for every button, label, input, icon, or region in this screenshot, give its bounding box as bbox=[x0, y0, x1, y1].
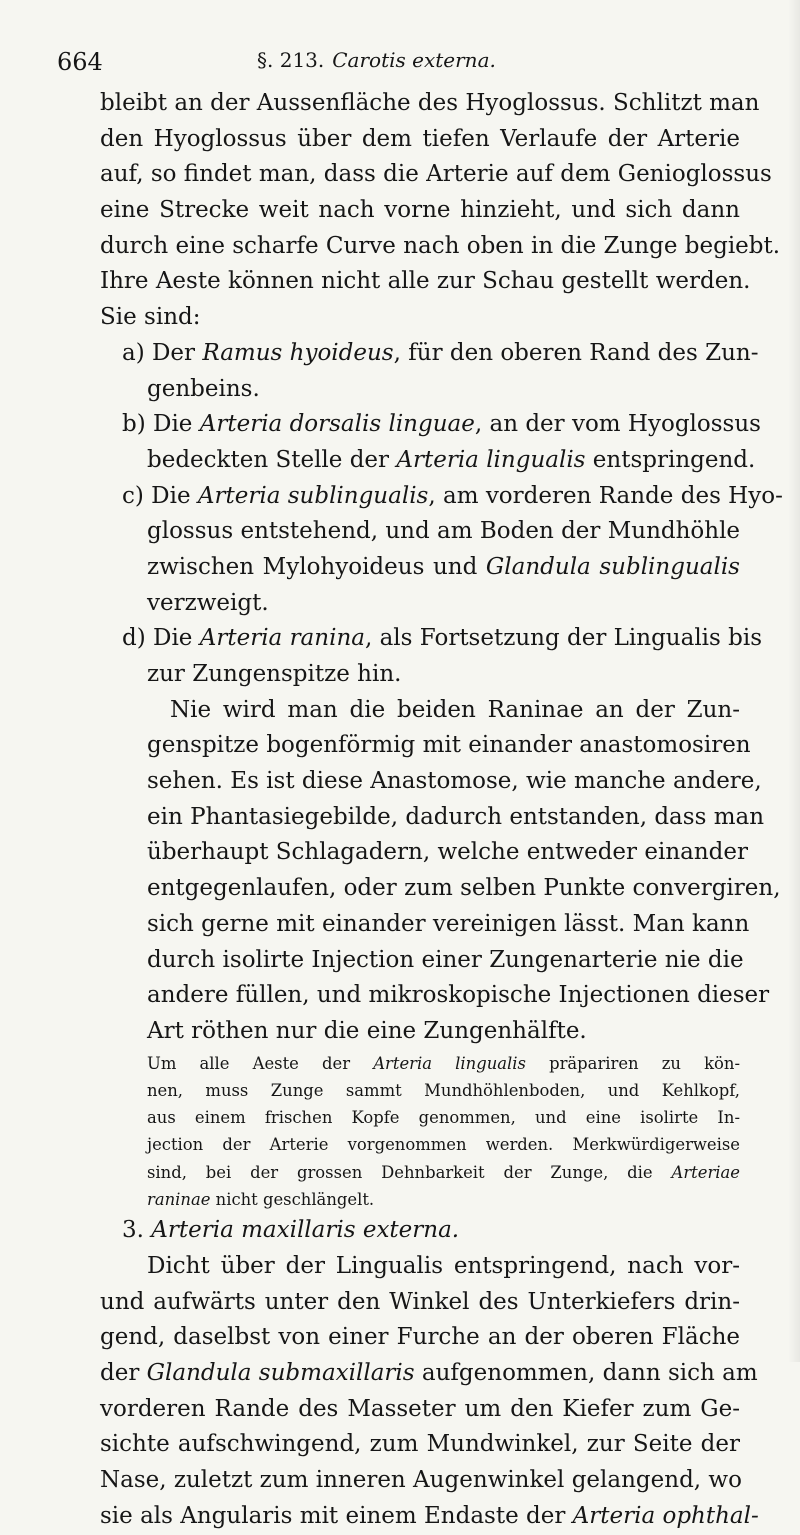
text-line: c) Die Arteria sublingualis, am vorderen Rande des Hyo- bbox=[122, 482, 783, 509]
text-line: durch eine scharfe Curve nach oben in die Zunge begiebt. bbox=[100, 232, 781, 259]
page-edge-shadow bbox=[788, 0, 800, 1362]
text-line: Ihre Aeste können nicht alle zur Schau gestellt werden. bbox=[100, 268, 751, 295]
body-text bbox=[100, 86, 783, 1535]
text-line: und aufwärts unter den Winkel des Unterkiefers drin- bbox=[100, 1288, 740, 1315]
text-line: a) Der Ramus hyoideus, für den oberen Rand des Zun- bbox=[122, 339, 759, 366]
text-line: Sie sind: bbox=[100, 304, 201, 331]
text-line: sichte aufschwingend, zum Mundwinkel, zur Seite der bbox=[100, 1431, 740, 1458]
text-line: verzweigt. bbox=[147, 589, 269, 616]
text-line: zwischen Mylohyoideus und Glandula sublingualis bbox=[147, 553, 740, 580]
running-header bbox=[0, 44, 800, 80]
text-line: Nie wird man die beiden Raninae an der Zun- bbox=[170, 696, 740, 723]
text-line: sich gerne mit einander vereinigen lässt. Man kann bbox=[147, 910, 750, 937]
text-line: Nase, zuletzt zum inneren Augenwinkel gelangend, wo bbox=[100, 1467, 742, 1494]
text-line: nen, muss Zunge sammt Mundhöhlenboden, und Kehlkopf, bbox=[147, 1080, 740, 1100]
text-line: der Glandula submaxillaris aufgenommen, dann sich am bbox=[100, 1360, 758, 1387]
text-line: entgegenlaufen, oder zum selben Punkte convergiren, bbox=[147, 875, 781, 902]
text-line: zur Zungenspitze hin. bbox=[147, 661, 402, 687]
text-line: Um alle Aeste der Arteria lingualis präpariren zu kön- bbox=[147, 1053, 741, 1073]
section-heading bbox=[257, 48, 496, 72]
text-line: auf, so findet man, dass die Arterie auf dem Genioglossus bbox=[100, 161, 772, 188]
text-line: eine Strecke weit nach vorne hinzieht, und sich dann bbox=[100, 197, 740, 224]
text-line: bleibt an der Aussenfläche des Hyoglossus. Schlitzt man bbox=[100, 90, 760, 116]
text-line: sind, bei der grossen Dehnbarkeit der Zunge, die Arteriae bbox=[147, 1162, 740, 1182]
text-line: überhaupt Schlagadern, welche entweder einander bbox=[147, 839, 748, 866]
section-title: Carotis externa. bbox=[332, 48, 496, 72]
text-line: b) Die Arteria dorsalis linguae, an der vom Hyoglossus bbox=[122, 411, 761, 438]
text-line: Dicht über der Lingualis entspringend, nach vor- bbox=[147, 1253, 740, 1280]
text-line: genbeins. bbox=[147, 375, 260, 402]
text-line: durch isolirte Injection einer Zungenarterie nie die bbox=[147, 946, 744, 973]
text-line: raninae nicht geschlängelt. bbox=[147, 1190, 375, 1210]
text-line: glossus entstehend, und am Boden der Mundhöhle bbox=[147, 518, 741, 545]
section-number: §. 213. bbox=[257, 48, 325, 72]
text-line: Art röthen nur die eine Zungenhälfte. bbox=[147, 1017, 587, 1044]
text-line: bedeckten Stelle der Arteria lingualis entspringend. bbox=[147, 446, 756, 473]
text-line: aus einem frischen Kopfe genommen, und eine isolirte In- bbox=[147, 1108, 740, 1128]
text-line: sehen. Es ist diese Anastomose, wie manche andere, bbox=[147, 768, 762, 795]
text-line: andere füllen, und mikroskopische Injectionen dieser bbox=[147, 982, 770, 1009]
text-line: gend, daselbst von einer Furche an der oberen Fläche bbox=[100, 1324, 740, 1351]
text-line: vorderen Rande des Masseter um den Kiefer zum Ge- bbox=[100, 1395, 740, 1422]
text-line: ein Phantasiegebilde, dadurch entstanden, dass man bbox=[147, 803, 765, 830]
page-number: 664 bbox=[57, 48, 103, 76]
text-line: den Hyoglossus über dem tiefen Verlaufe der Arterie bbox=[100, 125, 740, 152]
text-line: sie als Angularis mit einem Endaste der Arteria ophthal- bbox=[100, 1502, 759, 1529]
text-line: jection der Arterie vorgenommen werden. Merkwürdigerweise bbox=[147, 1135, 740, 1155]
text-line: 3. Arteria maxillaris externa. bbox=[122, 1217, 460, 1244]
text-line: genspitze bogenförmig mit einander anastomosiren bbox=[147, 732, 751, 759]
text-line: d) Die Arteria ranina, als Fortsetzung der Lingualis bis bbox=[122, 625, 763, 652]
